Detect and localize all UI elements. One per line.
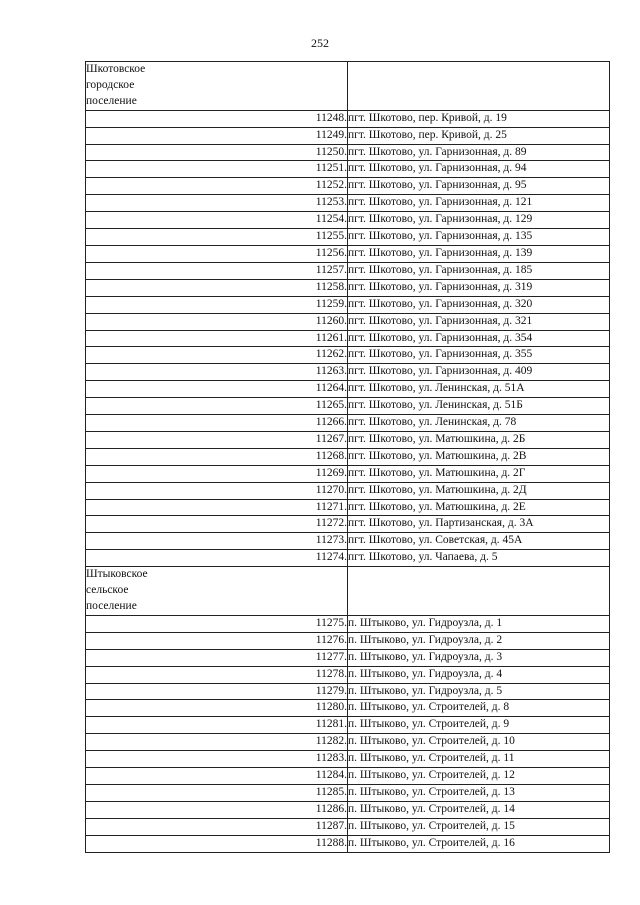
row-address: п. Штыково, ул. Строителей, д. 15: [348, 818, 610, 835]
table-row: [86, 632, 610, 649]
row-address: пгт. Шкотово, ул. Ленинская, д. 51Б: [348, 398, 610, 415]
row-address: пгт. Шкотово, ул. Гарнизонная, д. 129: [348, 212, 610, 229]
table-row: [86, 229, 610, 246]
table-row: [86, 550, 610, 567]
row-address: пгт. Шкотово, ул. Гарнизонная, д. 321: [348, 313, 610, 330]
address-table: [85, 61, 610, 853]
section-empty-cell: [348, 62, 610, 111]
row-address: пгт. Шкотово, ул. Гарнизонная, д. 89: [348, 144, 610, 161]
row-number: 11275.: [86, 615, 348, 632]
table-row: [86, 818, 610, 835]
table-row: [86, 381, 610, 398]
table-row: [86, 212, 610, 229]
row-number: 11267.: [86, 431, 348, 448]
table-row: [86, 262, 610, 279]
table-row: [86, 649, 610, 666]
table-row: [86, 347, 610, 364]
row-number: 11255.: [86, 229, 348, 246]
row-number: 11248.: [86, 110, 348, 127]
table-row: [86, 835, 610, 852]
row-number: 11258.: [86, 279, 348, 296]
table-row: [86, 700, 610, 717]
table-row: [86, 415, 610, 432]
row-address: п. Штыково, ул. Гидроузла, д. 1: [348, 615, 610, 632]
section-name-line: поселение: [86, 94, 137, 107]
row-number: 11278.: [86, 666, 348, 683]
table-row: [86, 683, 610, 700]
row-address: пгт. Шкотово, ул. Гарнизонная, д. 320: [348, 296, 610, 313]
section-name-line: Шкотовское: [86, 63, 146, 75]
row-number: 11259.: [86, 296, 348, 313]
row-number: 11257.: [86, 262, 348, 279]
row-address: п. Штыково, ул. Строителей, д. 11: [348, 751, 610, 768]
row-address: пгт. Шкотово, ул. Матюшкина, д. 2Д: [348, 482, 610, 499]
row-number: 11286.: [86, 801, 348, 818]
section-name: [86, 567, 348, 616]
row-number: 11283.: [86, 751, 348, 768]
table-row: [86, 482, 610, 499]
table-row: [86, 717, 610, 734]
row-address: пгт. Шкотово, пер. Кривой, д. 25: [348, 127, 610, 144]
row-address: пгт. Шкотово, ул. Гарнизонная, д. 121: [348, 195, 610, 212]
table-row: [86, 499, 610, 516]
table-row: [86, 465, 610, 482]
row-number: 11281.: [86, 717, 348, 734]
row-number: 11266.: [86, 415, 348, 432]
row-number: 11268.: [86, 448, 348, 465]
table-row: [86, 615, 610, 632]
row-number: 11254.: [86, 212, 348, 229]
row-address: п. Штыково, ул. Строителей, д. 12: [348, 768, 610, 785]
row-number: 11280.: [86, 700, 348, 717]
row-address: пгт. Шкотово, ул. Матюшкина, д. 2Г: [348, 465, 610, 482]
table-row: [86, 784, 610, 801]
row-address: пгт. Шкотово, ул. Советская, д. 45А: [348, 533, 610, 550]
row-address: пгт. Шкотово, ул. Гарнизонная, д. 139: [348, 245, 610, 262]
row-number: 11279.: [86, 683, 348, 700]
table-row: [86, 161, 610, 178]
row-address: пгт. Шкотово, ул. Партизанская, д. 3А: [348, 516, 610, 533]
row-address: п. Штыково, ул. Гидроузла, д. 5: [348, 683, 610, 700]
row-address: пгт. Шкотово, ул. Матюшкина, д. 2Е: [348, 499, 610, 516]
row-address: п. Штыково, ул. Строителей, д. 8: [348, 700, 610, 717]
row-number: 11250.: [86, 144, 348, 161]
table-row: [86, 330, 610, 347]
row-address: пгт. Шкотово, ул. Гарнизонная, д. 185: [348, 262, 610, 279]
section-name-line: поселение: [86, 600, 137, 612]
table-row: [86, 533, 610, 550]
row-address: пгт. Шкотово, ул. Гарнизонная, д. 95: [348, 178, 610, 195]
row-address: п. Штыково, ул. Гидроузла, д. 3: [348, 649, 610, 666]
table-row: [86, 398, 610, 415]
row-number: 11287.: [86, 818, 348, 835]
table-row: [86, 296, 610, 313]
section-name: [86, 62, 348, 111]
table-row: [86, 364, 610, 381]
page-number: 252: [311, 36, 329, 50]
table-row: [86, 516, 610, 533]
table-row: [86, 734, 610, 751]
row-address: пгт. Шкотово, ул. Чапаева, д. 5: [348, 550, 610, 567]
row-address: пгт. Шкотово, ул. Ленинская, д. 78: [348, 415, 610, 432]
row-number: 11253.: [86, 195, 348, 212]
table-row: [86, 751, 610, 768]
row-number: 11285.: [86, 784, 348, 801]
table-row: [86, 279, 610, 296]
row-number: 11262.: [86, 347, 348, 364]
row-address: пгт. Шкотово, ул. Гарнизонная, д. 319: [348, 279, 610, 296]
table-row: [86, 127, 610, 144]
section-empty-cell: [348, 567, 610, 616]
row-number: 11265.: [86, 398, 348, 415]
row-address: пгт. Шкотово, ул. Матюшкина, д. 2В: [348, 448, 610, 465]
table-row: [86, 666, 610, 683]
row-address: пгт. Шкотово, ул. Гарнизонная, д. 94: [348, 161, 610, 178]
row-address: п. Штыково, ул. Гидроузла, д. 2: [348, 632, 610, 649]
row-number: 11264.: [86, 381, 348, 398]
row-address: п. Штыково, ул. Строителей, д. 9: [348, 717, 610, 734]
row-number: 11270.: [86, 482, 348, 499]
row-number: 11282.: [86, 734, 348, 751]
row-address: пгт. Шкотово, ул. Гарнизонная, д. 409: [348, 364, 610, 381]
row-address: пгт. Шкотово, ул. Ленинская, д. 51А: [348, 381, 610, 398]
row-address: пгт. Шкотово, пер. Кривой, д. 19: [348, 110, 610, 127]
row-address: пгт. Шкотово, ул. Гарнизонная, д. 354: [348, 330, 610, 347]
row-number: 11276.: [86, 632, 348, 649]
row-address: п. Штыково, ул. Строителей, д. 16: [348, 835, 610, 852]
table-row: [86, 178, 610, 195]
row-number: 11251.: [86, 161, 348, 178]
table-row: [86, 768, 610, 785]
table-row: [86, 144, 610, 161]
row-number: 11256.: [86, 245, 348, 262]
row-number: 11261.: [86, 330, 348, 347]
row-address: пгт. Шкотово, ул. Матюшкина, д. 2Б: [348, 431, 610, 448]
address-table-body: [86, 62, 610, 853]
table-row: [86, 313, 610, 330]
section-name-line: Штыковское: [86, 568, 148, 581]
table-row: [86, 110, 610, 127]
row-number: 11249.: [86, 127, 348, 144]
row-number: 11271.: [86, 499, 348, 516]
row-address: п. Штыково, ул. Строителей, д. 13: [348, 784, 610, 801]
table-row: [86, 431, 610, 448]
table-row: [86, 195, 610, 212]
row-number: 11274.: [86, 550, 348, 567]
table-row: [86, 448, 610, 465]
row-number: 11252.: [86, 178, 348, 195]
section-name-line: городское: [86, 78, 135, 91]
row-number: 11263.: [86, 364, 348, 381]
row-address: п. Штыково, ул. Строителей, д. 14: [348, 801, 610, 818]
row-number: 11277.: [86, 649, 348, 666]
section-header-row: [86, 62, 610, 111]
row-address: пгт. Шкотово, ул. Гарнизонная, д. 135: [348, 229, 610, 246]
row-address: п. Штыково, ул. Гидроузла, д. 4: [348, 666, 610, 683]
row-number: 11269.: [86, 465, 348, 482]
row-number: 11272.: [86, 516, 348, 533]
table-row: [86, 801, 610, 818]
section-header-row: [86, 567, 610, 616]
row-number: 11260.: [86, 313, 348, 330]
table-row: [86, 245, 610, 262]
row-address: п. Штыково, ул. Строителей, д. 10: [348, 734, 610, 751]
row-address: пгт. Шкотово, ул. Гарнизонная, д. 355: [348, 347, 610, 364]
section-name-line: сельское: [86, 584, 129, 597]
row-number: 11284.: [86, 768, 348, 785]
row-number: 11273.: [86, 533, 348, 550]
row-number: 11288.: [86, 835, 348, 852]
